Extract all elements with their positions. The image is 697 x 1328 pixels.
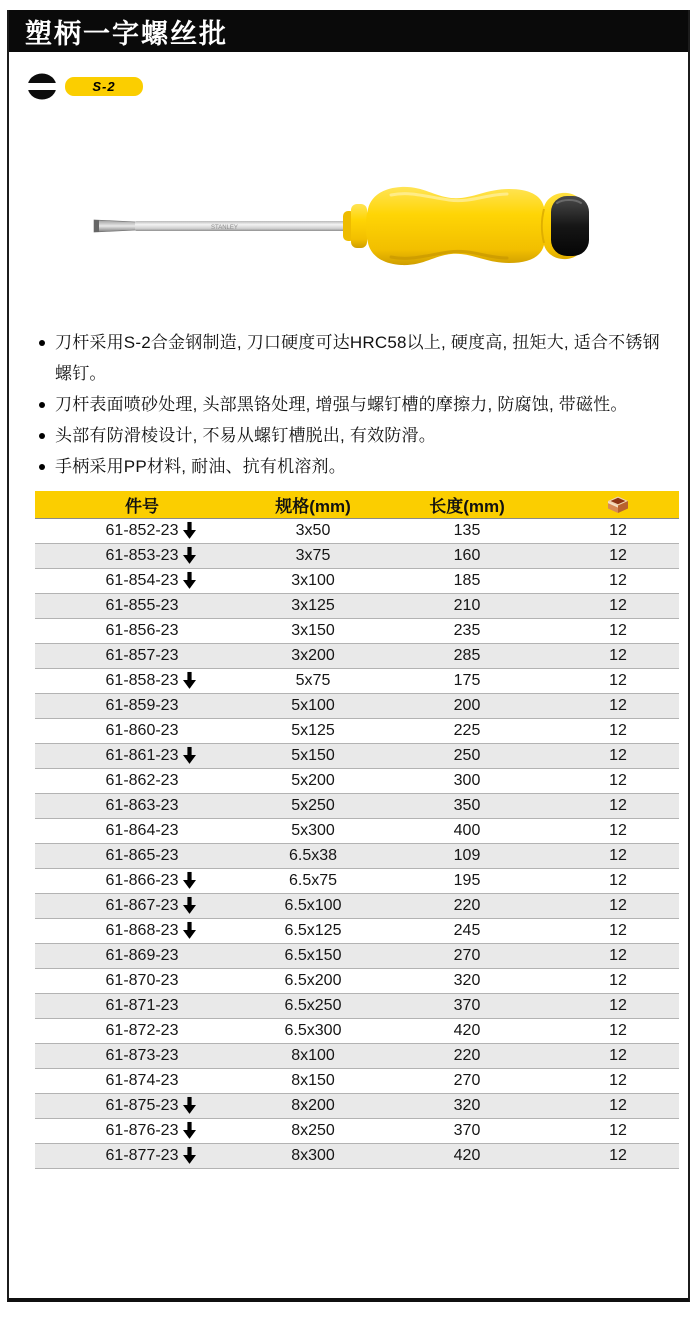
part-number-cell <box>35 1118 249 1143</box>
spec-cell: 8x300 <box>249 1143 377 1168</box>
part-number: 61-858-23 <box>105 671 179 689</box>
spec-cell: 3x100 <box>249 568 377 593</box>
table-row <box>35 568 679 593</box>
part-number-header: 件号 <box>35 491 249 518</box>
part-number: 61-872-23 <box>105 1021 179 1039</box>
spec-cell: 5x300 <box>249 818 377 843</box>
table-row <box>35 643 679 668</box>
part-number: 61-860-23 <box>105 721 179 739</box>
length-cell: 420 <box>377 1018 557 1043</box>
table-row <box>35 618 679 643</box>
part-number: 61-868-23 <box>105 921 179 939</box>
spec-cell: 8x250 <box>249 1118 377 1143</box>
qty-cell: 12 <box>557 768 679 793</box>
part-number: 61-869-23 <box>105 946 179 964</box>
part-number-cell <box>35 693 249 718</box>
table-row <box>35 968 679 993</box>
part-number: 61-861-23 <box>105 746 179 764</box>
down-arrow-icon <box>183 571 196 588</box>
qty-cell: 12 <box>557 618 679 643</box>
qty-cell: 12 <box>557 668 679 693</box>
length-cell: 285 <box>377 643 557 668</box>
qty-cell: 12 <box>557 893 679 918</box>
part-number: 61-875-23 <box>105 1096 179 1114</box>
part-number-cell <box>35 768 249 793</box>
length-cell: 250 <box>377 743 557 768</box>
spec-table-header-row <box>35 491 679 518</box>
table-row <box>35 1118 679 1143</box>
page-title-bar <box>9 10 688 52</box>
spec-cell: 6.5x250 <box>249 993 377 1018</box>
length-cell: 400 <box>377 818 557 843</box>
length-cell: 175 <box>377 668 557 693</box>
down-arrow-icon <box>183 871 196 888</box>
part-number: 61-852-23 <box>105 521 179 539</box>
spec-cell: 6.5x100 <box>249 893 377 918</box>
table-row <box>35 543 679 568</box>
spec-cell: 5x200 <box>249 768 377 793</box>
table-row <box>35 1143 679 1168</box>
part-number-cell <box>35 543 249 568</box>
slotted-tip-icon <box>27 73 57 100</box>
part-number-cell <box>35 918 249 943</box>
part-number-cell <box>35 818 249 843</box>
length-cell: 320 <box>377 1093 557 1118</box>
down-arrow-icon <box>183 546 196 563</box>
part-number-cell <box>35 1043 249 1068</box>
spec-cell: 6.5x125 <box>249 918 377 943</box>
length-cell: 370 <box>377 1118 557 1143</box>
qty-cell: 12 <box>557 1018 679 1043</box>
qty-cell: 12 <box>557 593 679 618</box>
part-number-cell <box>35 743 249 768</box>
qty-cell: 12 <box>557 1143 679 1168</box>
part-number-cell <box>35 618 249 643</box>
spec-cell: 5x75 <box>249 668 377 693</box>
qty-cell: 12 <box>557 1068 679 1093</box>
part-number: 61-870-23 <box>105 971 179 989</box>
table-row <box>35 743 679 768</box>
part-number-cell <box>35 1018 249 1043</box>
down-arrow-icon <box>183 896 196 913</box>
part-number: 61-866-23 <box>105 871 179 889</box>
table-row <box>35 768 679 793</box>
feature-item <box>37 327 676 389</box>
carton-icon <box>606 495 630 514</box>
page-title: 塑柄一字螺丝批 <box>25 18 228 49</box>
table-row <box>35 793 679 818</box>
table-row <box>35 1018 679 1043</box>
down-arrow-icon <box>183 521 196 538</box>
qty-cell: 12 <box>557 543 679 568</box>
spec-header: 规格(mm) <box>249 491 377 518</box>
qty-cell: 12 <box>557 718 679 743</box>
part-number: 61-855-23 <box>105 596 179 614</box>
length-cell: 210 <box>377 593 557 618</box>
part-number-cell <box>35 718 249 743</box>
table-row <box>35 993 679 1018</box>
spec-cell: 8x200 <box>249 1093 377 1118</box>
table-row <box>35 918 679 943</box>
spec-cell: 6.5x38 <box>249 843 377 868</box>
part-number: 61-877-23 <box>105 1146 179 1164</box>
length-cell: 420 <box>377 1143 557 1168</box>
table-row <box>35 868 679 893</box>
part-number: 61-874-23 <box>105 1071 179 1089</box>
length-cell: 109 <box>377 843 557 868</box>
table-row <box>35 1043 679 1068</box>
length-cell: 245 <box>377 918 557 943</box>
part-number-cell <box>35 1068 249 1093</box>
qty-cell: 12 <box>557 868 679 893</box>
spec-cell: 3x50 <box>249 518 377 543</box>
down-arrow-icon <box>183 671 196 688</box>
table-row <box>35 843 679 868</box>
spec-cell: 3x125 <box>249 593 377 618</box>
spec-cell: 6.5x200 <box>249 968 377 993</box>
feature-text: 刀杆表面喷砂处理, 头部黑铬处理, 增强与螺钉槽的摩擦力, 防腐蚀, 带磁性。 <box>55 395 628 414</box>
part-number-cell <box>35 968 249 993</box>
product-image-screwdriver <box>91 165 621 287</box>
table-row <box>35 718 679 743</box>
table-row <box>35 943 679 968</box>
part-number: 61-857-23 <box>105 646 179 664</box>
spec-cell: 6.5x75 <box>249 868 377 893</box>
feature-list <box>37 327 676 482</box>
part-number: 61-865-23 <box>105 846 179 864</box>
qty-cell: 12 <box>557 943 679 968</box>
part-number-cell <box>35 793 249 818</box>
spec-cell: 6.5x300 <box>249 1018 377 1043</box>
qty-cell: 12 <box>557 1043 679 1068</box>
qty-cell: 12 <box>557 1093 679 1118</box>
qty-per-carton-header <box>557 491 679 518</box>
qty-cell: 12 <box>557 643 679 668</box>
part-number: 61-859-23 <box>105 696 179 714</box>
length-cell: 270 <box>377 1068 557 1093</box>
qty-cell: 12 <box>557 518 679 543</box>
length-cell: 300 <box>377 768 557 793</box>
part-number-cell <box>35 568 249 593</box>
part-number: 61-873-23 <box>105 1046 179 1064</box>
part-number: 61-864-23 <box>105 821 179 839</box>
spec-cell: 5x100 <box>249 693 377 718</box>
part-number-cell <box>35 518 249 543</box>
qty-cell: 12 <box>557 818 679 843</box>
table-row <box>35 893 679 918</box>
part-number: 61-871-23 <box>105 996 179 1014</box>
down-arrow-icon <box>183 921 196 938</box>
spec-cell: 5x150 <box>249 743 377 768</box>
down-arrow-icon <box>183 746 196 763</box>
length-cell: 370 <box>377 993 557 1018</box>
steel-grade-badge: S-2 <box>65 77 143 96</box>
part-number-cell <box>35 593 249 618</box>
part-number: 61-867-23 <box>105 896 179 914</box>
length-cell: 225 <box>377 718 557 743</box>
qty-cell: 12 <box>557 793 679 818</box>
qty-cell: 12 <box>557 1118 679 1143</box>
catalog-page-frame <box>7 10 690 1302</box>
qty-cell: 12 <box>557 993 679 1018</box>
spec-cell: 5x125 <box>249 718 377 743</box>
shaft-brand-text: STANLEY <box>211 225 238 231</box>
feature-item <box>37 451 676 482</box>
table-row <box>35 593 679 618</box>
qty-cell: 12 <box>557 693 679 718</box>
down-arrow-icon <box>183 1121 196 1138</box>
part-number: 61-856-23 <box>105 621 179 639</box>
table-row <box>35 818 679 843</box>
length-cell: 220 <box>377 893 557 918</box>
feature-item <box>37 389 676 420</box>
part-number: 61-854-23 <box>105 571 179 589</box>
qty-cell: 12 <box>557 568 679 593</box>
length-cell: 135 <box>377 518 557 543</box>
spec-cell: 8x150 <box>249 1068 377 1093</box>
part-number: 61-853-23 <box>105 546 179 564</box>
table-row <box>35 518 679 543</box>
spec-cell: 3x200 <box>249 643 377 668</box>
part-number: 61-876-23 <box>105 1121 179 1139</box>
part-number-cell <box>35 843 249 868</box>
length-cell: 160 <box>377 543 557 568</box>
length-cell: 200 <box>377 693 557 718</box>
length-cell: 220 <box>377 1043 557 1068</box>
part-number-cell <box>35 668 249 693</box>
part-number-cell <box>35 643 249 668</box>
table-row <box>35 668 679 693</box>
table-row <box>35 1093 679 1118</box>
length-cell: 270 <box>377 943 557 968</box>
table-row <box>35 693 679 718</box>
tip-type-row <box>27 72 688 100</box>
length-cell: 350 <box>377 793 557 818</box>
down-arrow-icon <box>183 1146 196 1163</box>
length-cell: 320 <box>377 968 557 993</box>
part-number-cell <box>35 1093 249 1118</box>
part-number-cell <box>35 868 249 893</box>
part-number: 61-862-23 <box>105 771 179 789</box>
part-number-cell <box>35 993 249 1018</box>
table-row <box>35 1068 679 1093</box>
qty-cell: 12 <box>557 743 679 768</box>
spec-cell: 3x75 <box>249 543 377 568</box>
spec-table <box>35 491 679 1169</box>
spec-cell: 8x100 <box>249 1043 377 1068</box>
feature-text: 手柄采用PP材料, 耐油、抗有机溶剂。 <box>55 457 346 476</box>
qty-cell: 12 <box>557 843 679 868</box>
down-arrow-icon <box>183 1096 196 1113</box>
part-number-cell <box>35 1143 249 1168</box>
length-cell: 195 <box>377 868 557 893</box>
spec-cell: 3x150 <box>249 618 377 643</box>
spec-cell: 5x250 <box>249 793 377 818</box>
page-content <box>9 52 688 1169</box>
qty-cell: 12 <box>557 918 679 943</box>
feature-item <box>37 420 676 451</box>
length-cell: 185 <box>377 568 557 593</box>
length-cell: 235 <box>377 618 557 643</box>
feature-text: 头部有防滑棱设计, 不易从螺钉槽脱出, 有效防滑。 <box>55 426 436 445</box>
feature-text: 刀杆采用S-2合金钢制造, 刀口硬度可达HRC58以上, 硬度高, 扭矩大, 适合不锈钢螺钉。 <box>55 333 660 383</box>
part-number-cell <box>35 943 249 968</box>
length-header: 长度(mm) <box>377 491 557 518</box>
spec-cell: 6.5x150 <box>249 943 377 968</box>
part-number-cell <box>35 893 249 918</box>
qty-cell: 12 <box>557 968 679 993</box>
part-number: 61-863-23 <box>105 796 179 814</box>
